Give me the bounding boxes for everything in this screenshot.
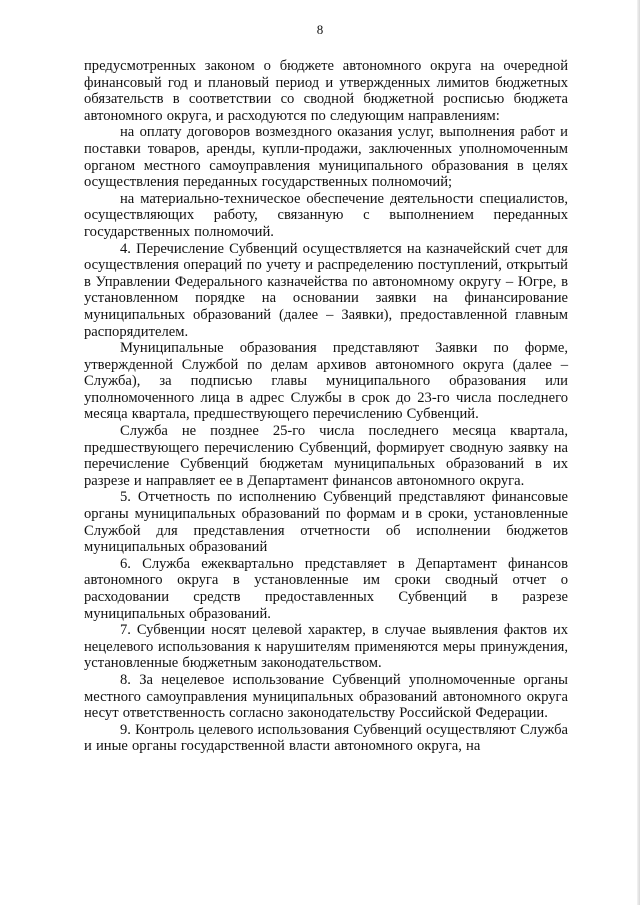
paragraph-intro-continuation: предусмотренных законом о бюджете автономного округа на очередной финансовый год и плановый период и утвержденных лимитов бюджетных обязательств в соответствии со сводной бюджетной росписью бюджета автономного округа, и расходуются по следующим направлениям: xyxy=(84,58,568,124)
page-number: 8 xyxy=(316,22,324,37)
paragraph-applications: Муниципальные образования представляют Заявки по форме, утвержденной Службой по делам архивов автономного округа (далее – Служба), за подписью главы муниципального образования или уполномоченного лица в адрес Службы в срок до 23-го числа последнего месяца квартала, предшествующего перечислению Субвенций. xyxy=(84,340,568,423)
paragraph-item-5: 5. Отчетность по исполнению Субвенций представляют финансовые органы муниципальных образований по формам и в сроки, установленные Службой для представления отчетности об исполнении бюджетов муниципальных образований xyxy=(84,489,568,556)
document-body xyxy=(84,58,568,755)
paragraph-item-4: 4. Перечисление Субвенций осуществляется на казначейский счет для осуществления операций по учету и распределению поступлений, открытый в Управлении Федерального казначейства по автономному округу – Югре, в установленном порядке на основании заявки на финансирование муниципальных образований (далее – Заявки), предоставленной главным распорядителем. xyxy=(84,240,568,340)
paragraph-direction-material-support: на материально-техническое обеспечение деятельности специалистов, осуществляющих работу, связанную с выполнением переданных государственных полномочий. xyxy=(84,190,568,240)
paragraph-summary-application: Служба не позднее 25-го числа последнего месяца квартала, предшествующего перечислению Субвенций, формирует сводную заявку на перечисление Субвенций бюджетам муниципальных образований в их разрезе и направляет ее в Департамент финансов автономного округа. xyxy=(84,423,568,489)
paragraph-item-7: 7. Субвенции носят целевой характер, в случае выявления фактов их нецелевого использования к нарушителям применяются меры принуждения, установленные бюджетным законодательством. xyxy=(84,622,568,672)
paragraph-direction-services: на оплату договоров возмездного оказания услуг, выполнения работ и поставки товаров, аренды, купли-продажи, заключенных уполномоченным органом местного самоуправления муниципального образования в целях осуществления переданных государственных полномочий; xyxy=(84,124,568,191)
paragraph-item-9: 9. Контроль целевого использования Субвенций осуществляют Служба и иные органы государственной власти автономного округа, на xyxy=(84,721,568,755)
paragraph-item-8: 8. За нецелевое использование Субвенций уполномоченные органы местного самоуправления муниципальных образований автономного округа несут ответственность согласно законодательству Российской Федерации. xyxy=(84,671,568,722)
paragraph-item-6: 6. Служба ежеквартально представляет в Департамент финансов автономного округа в установленные им сроки сводный отчет о расходовании средств предоставленных Субвенций в разрезе муниципальных образований. xyxy=(84,555,568,622)
